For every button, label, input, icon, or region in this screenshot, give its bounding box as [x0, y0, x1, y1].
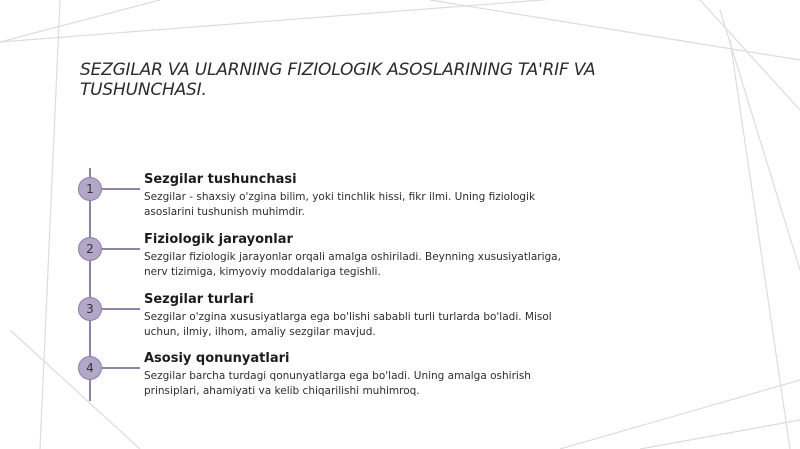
step-description: Sezgilar fiziologik jarayonlar orqali amalga oshiriladi. Beynning xususiyatlariga, nerv tizimiga, kimyoviy moddalariga tegishli. — [144, 251, 561, 278]
step-connector — [102, 248, 140, 250]
step-connector — [102, 308, 140, 310]
step-number-badge: 2 — [78, 237, 102, 261]
step-heading: Sezgilar tushunchasi — [144, 172, 297, 187]
step-description: Sezgilar o'zgina xususiyatlarga ega bo'lishi sababli turli turlarda bo'ladi. Misol uchun, ilmiy, ilhom, amaliy sezgilar mavjud. — [144, 311, 552, 338]
step-connector — [102, 188, 140, 190]
slide-title: SEZGILAR VA ULARNING FIZIOLOGIK ASOSLARINING TA'RIF VA TUSHUNCHASI. — [80, 60, 596, 100]
step-heading: Sezgilar turlari — [144, 292, 254, 307]
step-heading: Fiziologik jarayonlar — [144, 232, 293, 247]
timeline-step — [0, 292, 800, 342]
step-number-badge: 1 — [78, 177, 102, 201]
step-number-badge: 3 — [78, 297, 102, 321]
timeline-step — [0, 232, 800, 282]
step-connector — [102, 367, 140, 369]
step-description: Sezgilar barcha turdagi qonunyatlarga ega bo'ladi. Uning amalga oshirish prinsiplari, ahamiyati va kelib chiqarilishi muhimroq. — [144, 370, 531, 397]
step-number-badge: 4 — [78, 356, 102, 380]
timeline-step — [0, 172, 800, 222]
timeline-step — [0, 351, 800, 401]
step-heading: Asosiy qonunyatlari — [144, 351, 290, 366]
step-description: Sezgilar - shaxsiy o'zgina bilim, yoki tinchlik hissi, fikr ilmi. Uning fiziologik asoslarini tushunish muhimdir. — [144, 191, 536, 218]
